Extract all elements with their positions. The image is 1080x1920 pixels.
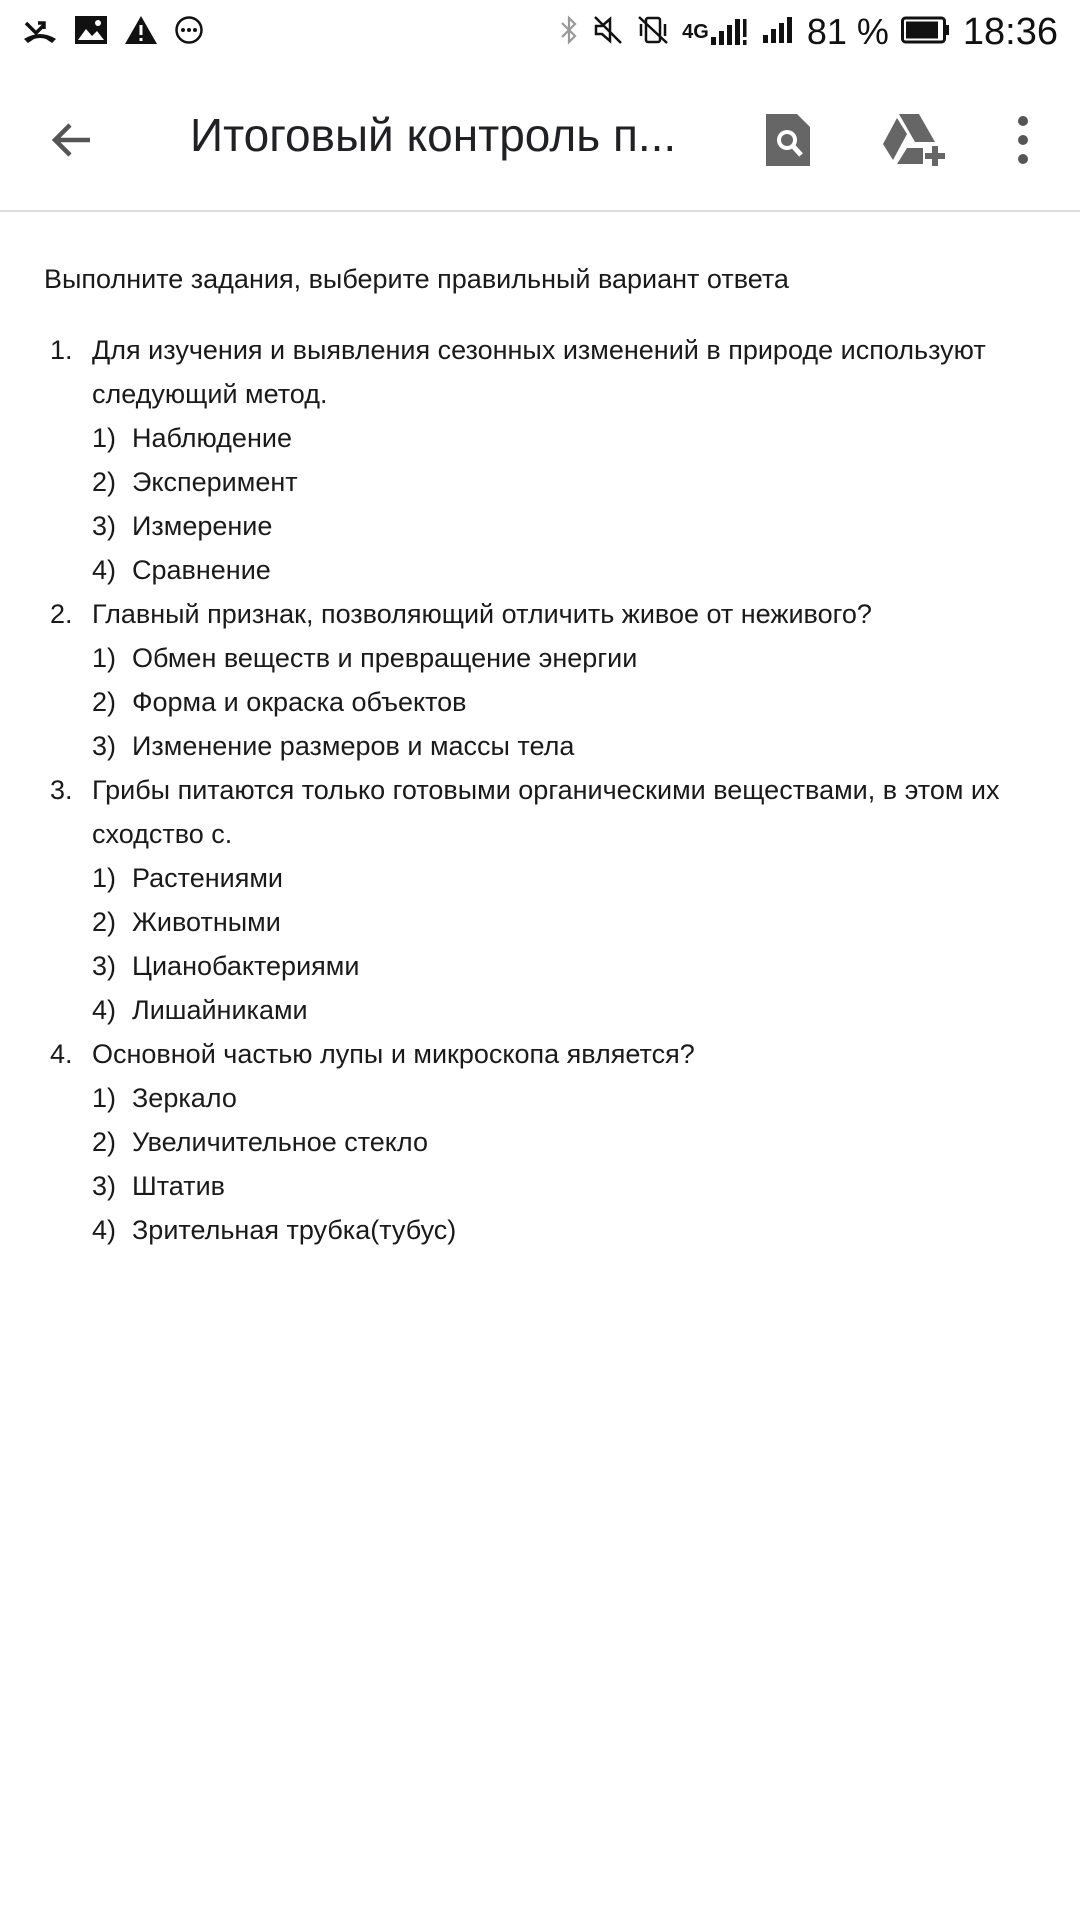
answer-option [92,636,1054,680]
option-number: 1) [92,423,117,453]
clock: 18:36 [962,10,1058,53]
option-text: Животными [132,907,281,937]
vibration-off-icon [636,14,670,51]
answer-option [92,1120,1054,1164]
question-text: Для изучения и выявления сезонных изменений в природе используют следующий метод. [92,335,986,409]
option-text: Наблюдение [132,423,292,453]
question-text: Грибы питаются только готовыми органическими веществами, в этом их сходство с. [92,775,1000,849]
network-type-label: 4G [682,20,709,43]
bluetooth-icon [558,14,580,51]
status-bar [0,0,1080,64]
image-icon [74,15,108,50]
warning-icon [124,15,158,50]
answer-option [92,416,1054,460]
more-notifications-icon [174,15,204,50]
option-number: 3) [92,951,117,981]
question [44,328,1054,592]
document-title: Итоговый контроль п... [190,109,677,161]
option-number: 2) [92,907,117,937]
option-number: 3) [92,1171,117,1201]
battery-icon [901,16,951,49]
option-number: 1) [92,643,117,673]
signal-4g-icon [682,17,749,47]
option-number: 2) [92,1127,117,1157]
question-text: Главный признак, позволяющий отличить живое от неживого? [92,599,872,629]
find-in-page-icon [763,111,813,169]
answer-options [92,856,1054,1032]
question [44,1032,1054,1252]
answer-option [92,460,1054,504]
option-text: Обмен веществ и превращение энергии [132,643,638,673]
battery-percent: 81 % [806,11,889,52]
more-options-button[interactable] [998,104,1048,176]
option-text: Зрительная трубка(тубус) [132,1215,457,1245]
find-in-document-button[interactable] [752,104,824,176]
arrow-back-icon [48,116,96,164]
option-text: Зеркало [132,1083,237,1113]
option-text: Цианобактериями [132,951,360,981]
option-number: 4) [92,995,117,1025]
question-number: 2. [50,599,73,629]
option-number: 3) [92,731,117,761]
option-text: Измерение [132,511,273,541]
option-number: 4) [92,555,117,585]
option-number: 2) [92,687,117,717]
question [44,768,1054,1032]
answer-option [92,1076,1054,1120]
option-text: Штатив [132,1171,226,1201]
question [44,592,1054,768]
answer-options [92,416,1054,592]
missed-call-icon [22,15,58,50]
answer-option [92,724,1054,768]
answer-option [92,504,1054,548]
option-number: 1) [92,1083,117,1113]
option-number: 4) [92,1215,117,1245]
option-text: Лишайниками [132,995,308,1025]
save-to-drive-button[interactable] [874,102,954,178]
question-number: 3. [50,775,73,805]
sound-muted-icon [592,14,624,51]
answer-option [92,1164,1054,1208]
answer-option [92,988,1054,1032]
document-viewer[interactable] [0,212,1080,1920]
question-text: Основной частью лупы и микроскопа является? [92,1039,695,1069]
more-vert-icon [1015,115,1031,165]
answer-option [92,548,1054,592]
option-text: Форма и окраска объектов [132,687,467,717]
system-icons [546,11,1058,54]
option-text: Изменение размеров и массы тела [132,731,575,761]
option-number: 1) [92,863,117,893]
option-number: 3) [92,511,117,541]
notification-icons [22,15,220,50]
answer-option [92,1208,1054,1252]
app-toolbar [0,64,1080,212]
option-text: Растениями [132,863,283,893]
answer-option [92,856,1054,900]
option-text: Эксперимент [132,467,298,497]
signal-icon [761,15,795,50]
option-text: Сравнение [132,555,271,585]
instructions-text: Выполните задания, выберите правильный вариант ответа [44,264,789,294]
answer-options [92,636,1054,768]
question-number: 1. [50,335,73,365]
option-number: 2) [92,467,117,497]
answer-option [92,680,1054,724]
question-number: 4. [50,1039,73,1069]
drive-add-icon [881,112,947,168]
option-text: Увеличительное стекло [132,1127,428,1157]
answer-option [92,900,1054,944]
question-list [44,328,1054,1252]
back-button[interactable] [36,104,108,176]
answer-options [92,1076,1054,1252]
answer-option [92,944,1054,988]
